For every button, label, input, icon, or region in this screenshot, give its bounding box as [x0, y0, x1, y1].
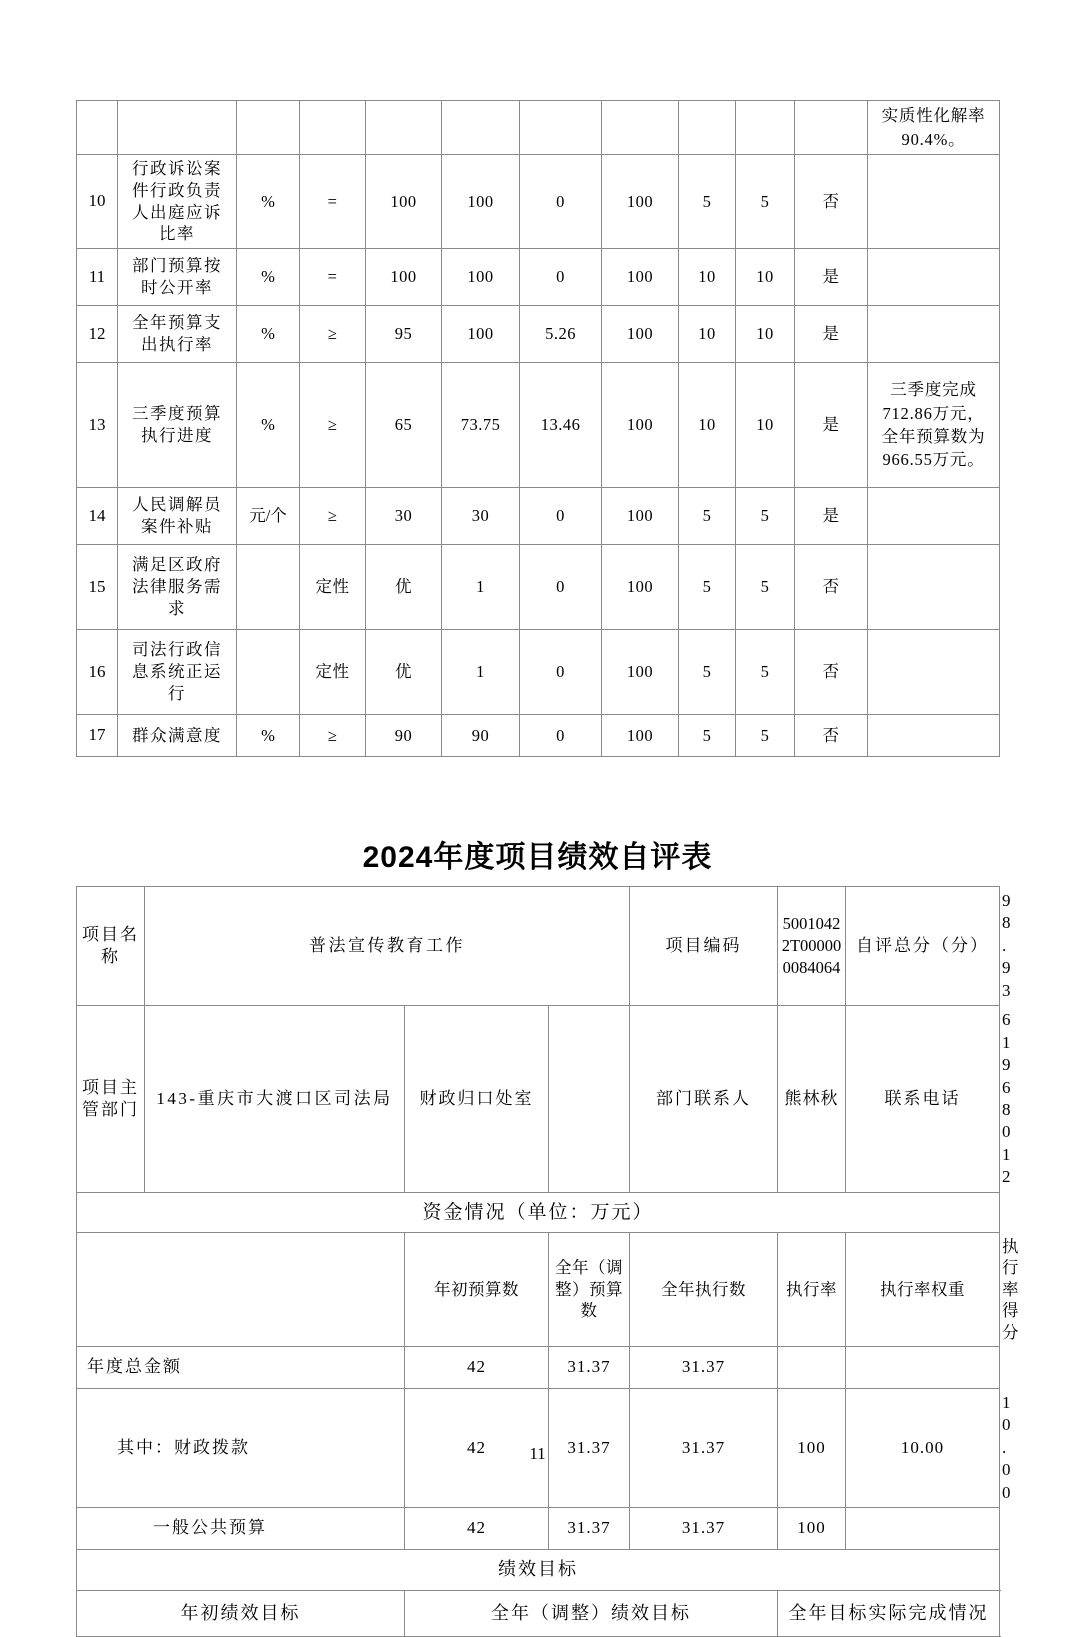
indicator-weight: 5 [679, 155, 736, 249]
managing-department-value: 143-重庆市大渡口区司法局 [145, 1006, 405, 1193]
indicator-remark [868, 488, 1000, 545]
indicator-is-key: 否 [795, 715, 868, 757]
indicator-score-rate: 100 [602, 545, 679, 630]
funds-row-label: 年度总金额 [77, 1346, 405, 1388]
indicator-name: 人民调解员案件补贴 [118, 488, 237, 545]
finance-office-value [549, 1006, 630, 1193]
goals-section-banner: 绩效目标 [77, 1550, 1000, 1591]
funds-exec-weight [846, 1508, 1000, 1550]
continued-empty-cell [442, 101, 520, 155]
indicator-weight: 10 [679, 306, 736, 363]
continued-empty-cell [679, 101, 736, 155]
indicator-target: 100 [366, 155, 442, 249]
page-number: 11 [529, 1444, 546, 1463]
indicator-is-key: 否 [795, 155, 868, 249]
indicator-score-rate: 100 [602, 488, 679, 545]
indicator-score: 5 [736, 155, 795, 249]
goals-column-header: 年初绩效目标 [77, 1590, 405, 1636]
table-row [77, 155, 1000, 249]
goals-column-header: 全年（调整）绩效目标 [405, 1590, 778, 1636]
funds-column-header: 全年执行数 [630, 1232, 778, 1346]
goals-header-row [77, 1590, 1000, 1636]
continued-empty-cell [602, 101, 679, 155]
indicator-target: 优 [366, 630, 442, 715]
indicator-index: 14 [77, 488, 118, 545]
table-row-department-info: 项目主管部门 143-重庆市大渡口区司法局 财政归口处室 部门联系人 熊林秋 联系电话 61968012 [77, 1006, 1000, 1193]
indicator-name: 群众满意度 [118, 715, 237, 757]
goals-column-header: 全年目标实际完成情况 [778, 1590, 1000, 1636]
funds-initial-budget: 42 [405, 1388, 549, 1507]
table-row [77, 545, 1000, 630]
indicator-score-rate: 100 [602, 363, 679, 488]
indicator-score: 5 [736, 630, 795, 715]
indicator-index: 10 [77, 155, 118, 249]
continued-empty-cell [77, 101, 118, 155]
continued-empty-cell [237, 101, 300, 155]
indicator-operator: ≥ [300, 363, 366, 488]
indicator-remark [868, 715, 1000, 757]
indicator-weight: 10 [679, 363, 736, 488]
indicator-weight: 5 [679, 545, 736, 630]
funds-row-label: 一般公共预算 [77, 1508, 405, 1550]
indicator-actual: 73.75 [442, 363, 520, 488]
indicator-index: 12 [77, 306, 118, 363]
indicator-unit: % [237, 155, 300, 249]
indicator-unit: % [237, 249, 300, 306]
indicator-unit: 元/个 [237, 488, 300, 545]
table-row-funds-banner [77, 1192, 1000, 1232]
total-score-label: 自评总分（分） [846, 887, 1000, 1006]
funds-executed: 31.37 [630, 1388, 778, 1507]
funds-column-header: 执行率权重 [846, 1232, 1000, 1346]
finance-office-label: 财政归口处室 [405, 1006, 549, 1193]
indicator-actual: 1 [442, 630, 520, 715]
indicator-operator: ≥ [300, 306, 366, 363]
funds-column-header: 执行率 [778, 1232, 846, 1346]
indicator-is-key: 是 [795, 249, 868, 306]
funds-adjusted-budget: 31.37 [549, 1388, 630, 1507]
indicator-score: 10 [736, 363, 795, 488]
funds-column-header: 年初预算数 [405, 1232, 549, 1346]
indicator-remark [868, 249, 1000, 306]
indicator-weight: 5 [679, 715, 736, 757]
funds-header-row: 年初预算数 全年（调整）预算数 全年执行数 执行率 执行率权重 执行率得分 [77, 1232, 1000, 1346]
indicator-is-key: 是 [795, 306, 868, 363]
indicator-operator: 定性 [300, 545, 366, 630]
indicator-operator: ≥ [300, 715, 366, 757]
page-title: 2024年度项目绩效自评表 [362, 841, 713, 874]
continued-empty-cell [795, 101, 868, 155]
indicator-name: 三季度预算执行进度 [118, 363, 237, 488]
indicator-score-rate: 100 [602, 306, 679, 363]
indicator-weight: 5 [679, 630, 736, 715]
performance-indicator-table [76, 100, 1000, 757]
funds-exec-rate: 100 [778, 1508, 846, 1550]
indicator-operator: ≥ [300, 488, 366, 545]
indicator-index: 15 [77, 545, 118, 630]
indicator-unit: % [237, 306, 300, 363]
indicator-actual: 30 [442, 488, 520, 545]
indicator-index: 11 [77, 249, 118, 306]
funds-adjusted-budget: 31.37 [549, 1508, 630, 1550]
indicator-score: 5 [736, 488, 795, 545]
indicator-score: 10 [736, 249, 795, 306]
continued-row-remark: 实质性化解率90.4%。 [868, 101, 1000, 155]
indicator-deviation: 0 [520, 545, 602, 630]
project-name-label: 项目名称 [77, 887, 145, 1006]
table-row [77, 363, 1000, 488]
indicator-remark: 三季度完成712.86万元，全年预算数为966.55万元。 [868, 363, 1000, 488]
table-row [77, 630, 1000, 715]
funds-exec-weight [846, 1346, 1000, 1388]
contact-person-label: 部门联系人 [630, 1006, 778, 1193]
continued-empty-cell [366, 101, 442, 155]
indicator-weight: 10 [679, 249, 736, 306]
funds-adjusted-budget: 31.37 [549, 1346, 630, 1388]
table-row: 其中：财政拨款 42 31.37 31.37 100 10.00 10.00 [77, 1388, 1000, 1507]
indicator-operator: = [300, 249, 366, 306]
indicator-remark [868, 630, 1000, 715]
indicator-unit: % [237, 363, 300, 488]
indicator-actual: 1 [442, 545, 520, 630]
table-row [77, 488, 1000, 545]
indicator-is-key: 是 [795, 363, 868, 488]
indicator-target: 95 [366, 306, 442, 363]
indicator-score: 10 [736, 306, 795, 363]
funds-column-header: 全年（调整）预算数 [549, 1232, 630, 1346]
continued-empty-cell [520, 101, 602, 155]
indicator-name: 全年预算支出执行率 [118, 306, 237, 363]
table-row-project-identity: 项目名称 普法宣传教育工作 项目编码 50010422T000000084064 自评总分（分） 98.93 [77, 887, 1000, 1006]
indicator-operator: 定性 [300, 630, 366, 715]
indicator-target: 90 [366, 715, 442, 757]
indicator-remark [868, 306, 1000, 363]
indicator-is-key: 否 [795, 630, 868, 715]
indicator-deviation: 0 [520, 155, 602, 249]
project-self-evaluation-table [76, 886, 1019, 1637]
funds-exec-rate [778, 1346, 846, 1388]
indicator-score: 5 [736, 715, 795, 757]
funds-initial-budget: 42 [405, 1346, 549, 1388]
managing-department-label: 项目主管部门 [77, 1006, 145, 1193]
contact-person-value: 熊林秋 [778, 1006, 846, 1193]
table-row-goals-banner [77, 1550, 1000, 1591]
table-row-continued [77, 101, 1000, 155]
indicator-name: 行政诉讼案件行政负责人出庭应诉比率 [118, 155, 237, 249]
table-row [77, 1508, 1000, 1550]
indicator-actual: 100 [442, 249, 520, 306]
indicator-name: 司法行政信息系统正运行 [118, 630, 237, 715]
indicator-target: 优 [366, 545, 442, 630]
project-code-label: 项目编码 [630, 887, 778, 1006]
indicator-is-key: 否 [795, 545, 868, 630]
table-row [77, 249, 1000, 306]
indicator-is-key: 是 [795, 488, 868, 545]
indicator-score-rate: 100 [602, 715, 679, 757]
indicator-deviation: 0 [520, 715, 602, 757]
continued-empty-cell [736, 101, 795, 155]
project-name-value: 普法宣传教育工作 [145, 887, 630, 1006]
indicator-unit [237, 545, 300, 630]
indicator-score-rate: 100 [602, 630, 679, 715]
continued-empty-cell [300, 101, 366, 155]
indicator-remark [868, 545, 1000, 630]
funds-executed: 31.37 [630, 1346, 778, 1388]
indicator-unit: % [237, 715, 300, 757]
table-row [77, 1346, 1000, 1388]
indicator-deviation: 0 [520, 488, 602, 545]
indicator-weight: 5 [679, 488, 736, 545]
contact-phone-label: 联系电话 [846, 1006, 1000, 1193]
indicator-target: 65 [366, 363, 442, 488]
funds-initial-budget: 42 [405, 1508, 549, 1550]
indicator-index: 17 [77, 715, 118, 757]
indicator-index: 16 [77, 630, 118, 715]
indicator-name: 部门预算按时公开率 [118, 249, 237, 306]
indicator-deviation: 5.26 [520, 306, 602, 363]
table-row [77, 715, 1000, 757]
indicator-name: 满足区政府法律服务需求 [118, 545, 237, 630]
funds-row-label: 其中：财政拨款 [77, 1388, 405, 1507]
project-code-value: 50010422T000000084064 [778, 887, 846, 1006]
indicator-deviation: 0 [520, 630, 602, 715]
funds-row-label-header [77, 1232, 405, 1346]
indicator-score-rate: 100 [602, 155, 679, 249]
indicator-target: 100 [366, 249, 442, 306]
funds-exec-rate: 100 [778, 1388, 846, 1507]
indicator-actual: 100 [442, 306, 520, 363]
continued-empty-cell [118, 101, 237, 155]
indicator-actual: 90 [442, 715, 520, 757]
funds-executed: 31.37 [630, 1508, 778, 1550]
indicator-score-rate: 100 [602, 249, 679, 306]
funds-exec-weight: 10.00 [846, 1388, 1000, 1507]
indicator-unit [237, 630, 300, 715]
indicator-remark [868, 155, 1000, 249]
funds-section-banner: 资金情况（单位：万元） [77, 1192, 1000, 1232]
indicator-deviation: 0 [520, 249, 602, 306]
indicator-actual: 100 [442, 155, 520, 249]
indicator-operator: = [300, 155, 366, 249]
indicator-score: 5 [736, 545, 795, 630]
indicator-deviation: 13.46 [520, 363, 602, 488]
indicator-target: 30 [366, 488, 442, 545]
table-row [77, 306, 1000, 363]
indicator-index: 13 [77, 363, 118, 488]
